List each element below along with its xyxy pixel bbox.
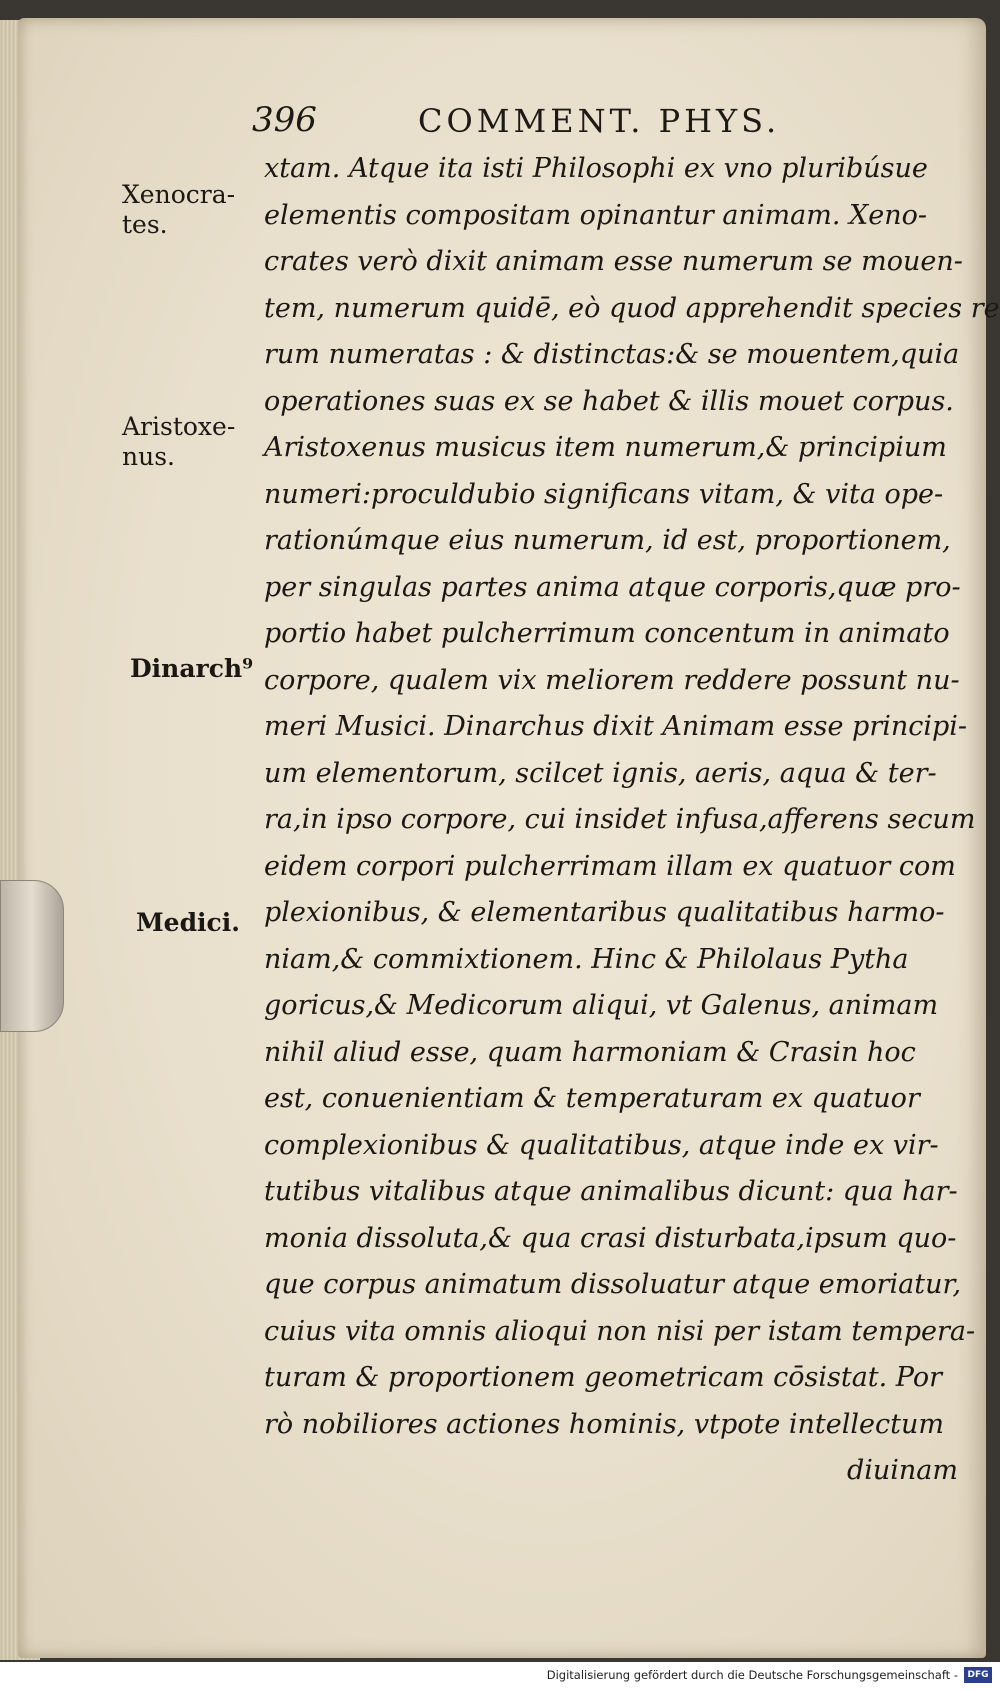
text-line: portio habet pulcherrimum concentum in animato <box>264 618 950 649</box>
text-line: meri Musici. Dinarchus dixit Animam esse principi- <box>264 711 968 742</box>
dfg-logo-icon: DFG <box>964 1667 992 1683</box>
text-line: xtam. Atque ita isti Philosophi ex vno pluribúsue <box>264 153 928 184</box>
text-line: Aristoxenus musicus item numerum,& principium <box>264 432 947 463</box>
margin-note-line: tes. <box>122 210 168 239</box>
text-line: ra,in ipso corpore, cui insidet infusa,afferens secum <box>264 804 976 835</box>
text-line: rationúmque eius numerum, id est, proportionem, <box>264 525 951 556</box>
text-line: niam,& commixtionem. Hinc & Philolaus Pytha <box>264 943 909 975</box>
text-line: um elementorum, scilcet ignis, aeris, aqua & ter- <box>264 757 937 789</box>
margin-note-line: nus. <box>122 442 175 471</box>
text-line: est, conuenientiam & temperaturam ex quatuor <box>264 1083 920 1114</box>
text-line: complexionibus & qualitatibus, atque inde ex vir- <box>264 1129 939 1161</box>
margin-note-line: Xenocra- <box>122 180 236 209</box>
margin-note-line: Medici. <box>136 908 240 937</box>
text-line: corpore, qualem vix meliorem reddere possunt nu- <box>264 664 960 696</box>
text-line: goricus,& Medicorum aliqui, vt Galenus, animam <box>264 990 939 1021</box>
page-header <box>18 100 986 140</box>
text-line: nihil aliud esse, quam harmoniam & Crasin hoc <box>264 1036 916 1068</box>
text-line: crates verò dixit animam esse numerum se mouen- <box>264 246 963 277</box>
text-line: que corpus animatum dissoluatur atque emoriatur, <box>264 1269 962 1300</box>
book-page <box>18 18 1000 1658</box>
text-line: monia dissoluta,& qua crasi disturbata,ipsum quo- <box>264 1222 957 1254</box>
margin-note-aristoxenus <box>122 412 235 472</box>
page-number: 396 <box>252 100 317 140</box>
running-head: COMMENT. PHYS. <box>418 102 781 140</box>
text-line: plexionibus, & elementaribus qualitatibus harmo- <box>264 897 945 928</box>
text-line: rum numeratas : & distinctas:& se mouentem,quia <box>264 339 960 370</box>
text-line: eidem corpori pulcherrimam illam ex quatuor com <box>264 850 956 882</box>
margin-note-xenocrates <box>122 180 235 240</box>
text-line: tem, numerum quidē, eò quod apprehendit species re <box>264 292 1000 324</box>
text-line: numeri:proculdubio significans vitam, & vita ope- <box>264 478 944 510</box>
text-line: turam & proportionem geometricam cōsistat. Por <box>264 1362 943 1393</box>
footer <box>0 1662 1000 1690</box>
text-line: rò nobiliores actiones hominis, vtpote intellectum <box>264 1408 944 1440</box>
page-clip <box>0 880 64 1032</box>
text-line: tutibus vitalibus atque animalibus dicunt: qua har- <box>264 1176 958 1207</box>
catchword: diuinam <box>846 1455 958 1486</box>
text-line: cuius vita omnis alioqui non nisi per istam tempera- <box>264 1315 976 1347</box>
margin-note-medici <box>136 908 240 938</box>
text-line: elementis compositam opinantur animam. Xeno- <box>264 199 927 231</box>
body-text <box>264 146 1000 1495</box>
text-line: operationes suas ex se habet & illis mouet corpus. <box>264 385 954 417</box>
margin-note-line: Dinarch⁹ <box>130 654 254 683</box>
margin-note-dinarchus <box>130 654 253 684</box>
text-line: per singulas partes anima atque corporis,quæ pro- <box>264 571 961 603</box>
margin-note-line: Aristoxe- <box>122 412 236 441</box>
footer-credit: Digitalisierung gefördert durch die Deutsche Forschungsgemeinschaft - <box>546 1668 958 1682</box>
